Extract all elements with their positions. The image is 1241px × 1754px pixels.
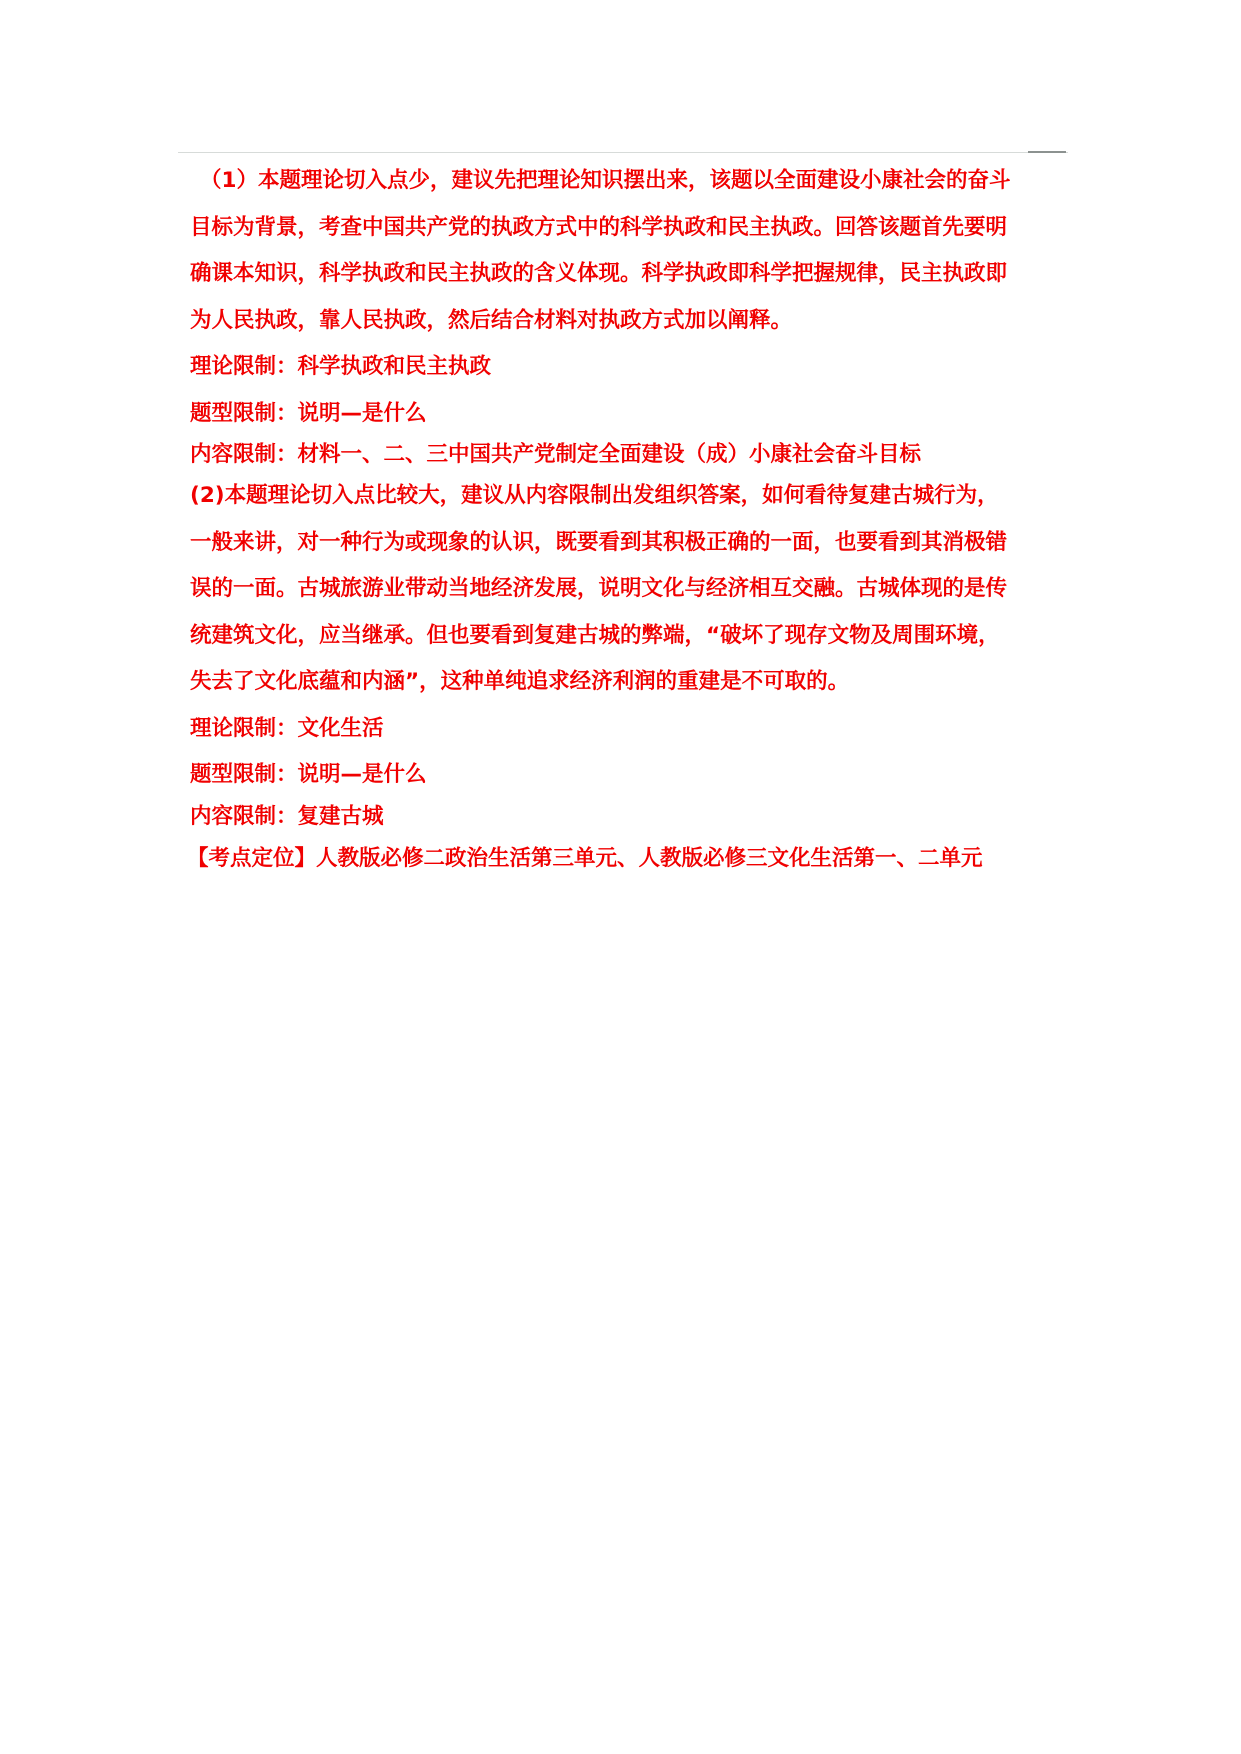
exam-positioning: 【考点定位】人教版必修二政治生活第三单元、人教版必修三文化生活第一、二单元 [187,846,983,871]
part1-theory-limit: 理论限制：科学执政和民主执政 [190,354,492,379]
part2-content-limit: 内容限制：复建古城 [190,803,384,829]
header-rule-mark [1028,151,1066,153]
answer-analysis [190,158,1020,835]
part2-theory-limit: 理论限制：文化生活 [190,715,384,741]
part1-type-limit: 题型限制：说明—是什么 [190,400,427,426]
part1-content-limit: 内容限制：材料一、二、三中国共产党制定全面建设（成）小康社会奋斗目标 [190,442,922,467]
part1-analysis: （1）本题理论切入点少，建议先把理论知识摆出来，该题以全面建设小康社会的奋斗目标为背景，考查中国共产党的执政方式中的科学执政和民主执政。回答该题首先要明确课本知识，科学执政和民主执政的含义体现。科学执政即科学把握规律，民主执政即为人民执政，靠人民执政，然后结合材料对执政方式加以阐释。 [190,168,1011,333]
header-rule [178,152,1068,153]
part2-analysis: (2)本题理论切入点比较大，建议从内容限制出发组织答案，如何看待复建古城行为，一般来讲，对一种行为或现象的认识，既要看到其积极正确的一面，也要看到其消极错误的一面。古城旅游业带动当地经济发展，说明文化与经济相互交融。古城体现的是传统建筑文化，应当继承。但也要看到复建古城的弊端，“破坏了现存文物及周围环境，失去了文化底蕴和内涵”，这种单纯追求经济利润的重建是不可取的。 [190,483,1008,694]
part2-type-limit: 题型限制：说明—是什么 [190,762,427,787]
